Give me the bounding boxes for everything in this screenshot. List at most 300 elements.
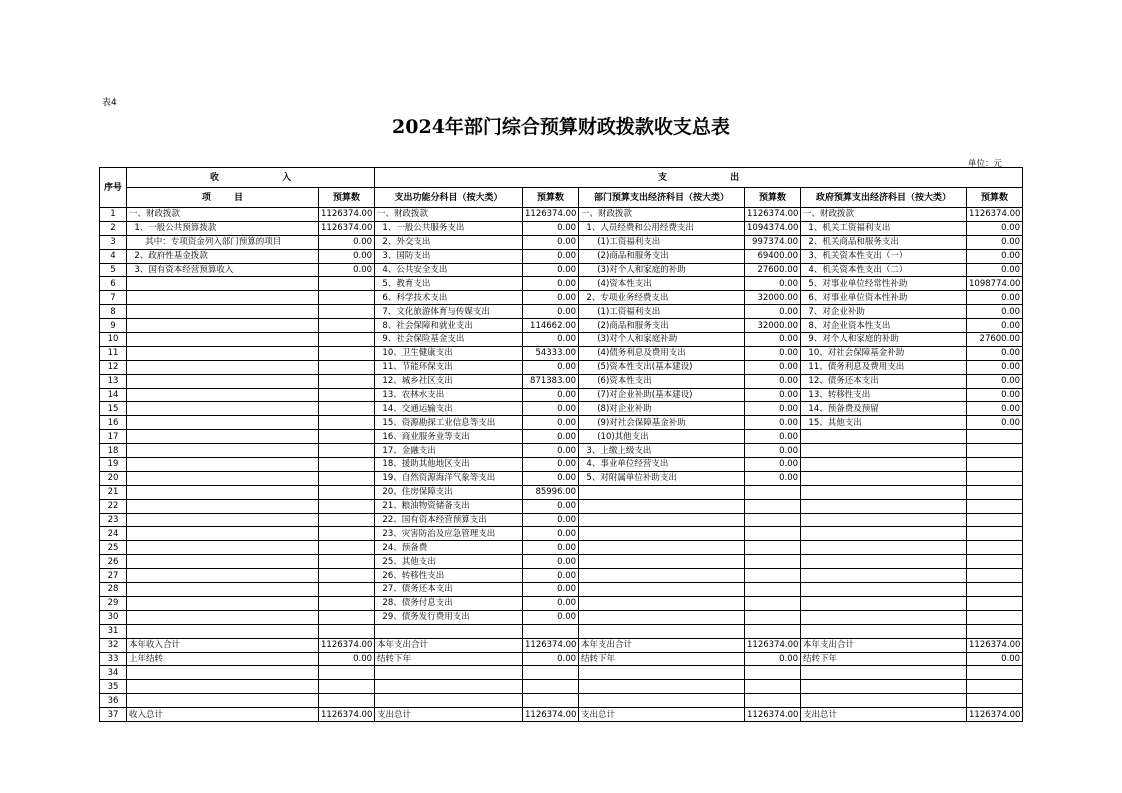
func-subject-cell: 5、教育支出 xyxy=(375,277,523,291)
dept-econ-subject-cell xyxy=(579,694,745,708)
seq-cell: 14 xyxy=(100,388,127,402)
dept-budget-cell: 1126374.00 xyxy=(745,638,801,652)
gov-econ-subject-cell xyxy=(801,680,967,694)
income-budget-cell: 0.00 xyxy=(319,249,375,263)
table-row xyxy=(100,471,1023,485)
func-budget-cell: 114662.00 xyxy=(523,319,579,333)
dept-budget-cell: 0.00 xyxy=(745,471,801,485)
func-budget-cell xyxy=(523,624,579,638)
gov-budget-cell: 0.00 xyxy=(967,249,1023,263)
income-item-cell xyxy=(127,360,319,374)
gov-budget-cell: 0.00 xyxy=(967,221,1023,235)
dept-budget-cell: 0.00 xyxy=(745,360,801,374)
func-subject-cell: 13、农林水支出 xyxy=(375,388,523,402)
income-budget-cell: 0.00 xyxy=(319,235,375,249)
gov-econ-subject-cell: 6、对事业单位资本性补助 xyxy=(801,291,967,305)
func-subject-cell: 10、卫生健康支出 xyxy=(375,346,523,360)
func-budget-cell: 0.00 xyxy=(523,388,579,402)
gov-econ-subject-cell xyxy=(801,444,967,458)
func-subject-cell: 4、公共安全支出 xyxy=(375,263,523,277)
seq-cell: 3 xyxy=(100,235,127,249)
gov-budget-cell xyxy=(967,610,1023,624)
func-subject-cell: 1、一般公共服务支出 xyxy=(375,221,523,235)
dept-econ-subject-cell xyxy=(579,499,745,513)
func-budget-cell: 1126374.00 xyxy=(523,638,579,652)
func-budget-cell: 0.00 xyxy=(523,333,579,347)
seq-cell: 6 xyxy=(100,277,127,291)
func-budget-header: 预算数 xyxy=(523,188,579,208)
seq-cell: 26 xyxy=(100,555,127,569)
gov-econ-subject-cell: 12、债务还本支出 xyxy=(801,374,967,388)
func-subject-cell: 8、社会保障和就业支出 xyxy=(375,319,523,333)
gov-budget-cell xyxy=(967,499,1023,513)
table-row xyxy=(100,638,1023,652)
func-budget-cell: 0.00 xyxy=(523,610,579,624)
gov-budget-cell xyxy=(967,624,1023,638)
dept-budget-cell xyxy=(745,569,801,583)
gov-econ-subject-cell xyxy=(801,458,967,472)
func-budget-cell: 0.00 xyxy=(523,444,579,458)
gov-econ-subject-cell: 本年支出合计 xyxy=(801,638,967,652)
seq-cell: 31 xyxy=(100,624,127,638)
gov-econ-subject-cell: 11、债务利息及费用支出 xyxy=(801,360,967,374)
func-budget-cell: 0.00 xyxy=(523,513,579,527)
income-item-cell xyxy=(127,291,319,305)
table-row xyxy=(100,596,1023,610)
func-subject-cell: 本年支出合计 xyxy=(375,638,523,652)
func-subject-cell: 26、转移性支出 xyxy=(375,569,523,583)
gov-econ-subject-cell: 2、机关商品和服务支出 xyxy=(801,235,967,249)
dept-budget-cell: 0.00 xyxy=(745,388,801,402)
table-row xyxy=(100,402,1023,416)
gov-budget-cell: 1098774.00 xyxy=(967,277,1023,291)
income-item-cell xyxy=(127,319,319,333)
gov-econ-subject-cell xyxy=(801,485,967,499)
dept-budget-cell xyxy=(745,583,801,597)
func-budget-cell xyxy=(523,680,579,694)
income-header: 收 入 xyxy=(127,168,375,188)
dept-budget-cell xyxy=(745,513,801,527)
gov-budget-cell: 27600.00 xyxy=(967,333,1023,347)
gov-budget-cell xyxy=(967,694,1023,708)
dept-budget-cell xyxy=(745,680,801,694)
dept-econ-subject-cell xyxy=(579,583,745,597)
func-subject-cell: 16、商业服务业等支出 xyxy=(375,430,523,444)
income-item-cell xyxy=(127,444,319,458)
func-subject-header: 支出功能分科目（按大类） xyxy=(375,188,523,208)
income-budget-cell xyxy=(319,333,375,347)
func-subject-cell: 28、债务付息支出 xyxy=(375,596,523,610)
page-title: 2024年部门综合预算财政拨款收支总表 xyxy=(392,116,730,138)
income-budget-cell: 0.00 xyxy=(319,263,375,277)
gov-budget-cell: 0.00 xyxy=(967,388,1023,402)
dept-budget-cell: 32000.00 xyxy=(745,291,801,305)
income-budget-cell xyxy=(319,583,375,597)
income-item-cell xyxy=(127,471,319,485)
func-subject-cell: 结转下年 xyxy=(375,652,523,666)
seq-cell: 21 xyxy=(100,485,127,499)
seq-cell: 33 xyxy=(100,652,127,666)
gov-budget-cell: 0.00 xyxy=(967,402,1023,416)
seq-cell: 16 xyxy=(100,416,127,430)
dept-econ-subject-cell xyxy=(579,680,745,694)
income-budget-cell xyxy=(319,471,375,485)
gov-econ-subject-cell: 一、财政拨款 xyxy=(801,208,967,222)
table-row xyxy=(100,499,1023,513)
dept-budget-cell: 32000.00 xyxy=(745,319,801,333)
dept-econ-subject-cell: (10)其他支出 xyxy=(579,430,745,444)
dept-budget-cell: 0.00 xyxy=(745,346,801,360)
dept-budget-cell: 0.00 xyxy=(745,305,801,319)
dept-econ-subject-cell xyxy=(579,624,745,638)
income-item-cell xyxy=(127,610,319,624)
dept-econ-subject-cell xyxy=(579,541,745,555)
dept-econ-subject-cell xyxy=(579,513,745,527)
gov-budget-cell xyxy=(967,485,1023,499)
func-subject-cell: 15、资源勘探工业信息等支出 xyxy=(375,416,523,430)
dept-econ-subject-cell xyxy=(579,569,745,583)
income-budget-cell xyxy=(319,694,375,708)
income-item-cell xyxy=(127,513,319,527)
gov-econ-subject-cell xyxy=(801,583,967,597)
seq-cell: 32 xyxy=(100,638,127,652)
income-item-cell xyxy=(127,527,319,541)
table-row xyxy=(100,374,1023,388)
func-budget-cell: 0.00 xyxy=(523,402,579,416)
table-row xyxy=(100,249,1023,263)
income-item-cell xyxy=(127,499,319,513)
dept-econ-subject-cell: (5)资本性支出(基本建设) xyxy=(579,360,745,374)
func-budget-cell: 0.00 xyxy=(523,527,579,541)
dept-econ-subject-cell: (4)资本性支出 xyxy=(579,277,745,291)
dept-budget-cell: 0.00 xyxy=(745,402,801,416)
income-item-cell: 1、一般公共预算拨款 xyxy=(127,221,319,235)
gov-budget-cell xyxy=(967,444,1023,458)
func-budget-cell: 0.00 xyxy=(523,221,579,235)
func-subject-cell: 29、债务发行费用支出 xyxy=(375,610,523,624)
gov-econ-subject-header: 政府预算支出经济科目（按大类） xyxy=(801,188,967,208)
func-budget-cell: 0.00 xyxy=(523,499,579,513)
seq-cell: 34 xyxy=(100,666,127,680)
func-budget-cell: 0.00 xyxy=(523,596,579,610)
gov-econ-subject-cell xyxy=(801,513,967,527)
income-budget-cell xyxy=(319,444,375,458)
income-budget-cell xyxy=(319,485,375,499)
gov-econ-subject-cell xyxy=(801,569,967,583)
dept-budget-cell xyxy=(745,610,801,624)
dept-econ-subject-cell: 4、事业单位经营支出 xyxy=(579,458,745,472)
func-subject-cell: 18、援助其他地区支出 xyxy=(375,458,523,472)
income-budget-cell xyxy=(319,666,375,680)
gov-econ-subject-cell: 支出总计 xyxy=(801,708,967,722)
income-item-cell: 2、政府性基金拨款 xyxy=(127,249,319,263)
income-budget-cell xyxy=(319,596,375,610)
income-budget-cell xyxy=(319,430,375,444)
func-budget-cell: 0.00 xyxy=(523,471,579,485)
gov-budget-cell xyxy=(967,680,1023,694)
income-item-cell: 3、国有资本经营预算收入 xyxy=(127,263,319,277)
table-number-label: 表4 xyxy=(102,98,117,108)
func-subject-cell xyxy=(375,666,523,680)
func-subject-cell: 7、文化旅游体育与传媒支出 xyxy=(375,305,523,319)
dept-budget-cell: 0.00 xyxy=(745,416,801,430)
income-item-cell xyxy=(127,458,319,472)
gov-budget-cell xyxy=(967,541,1023,555)
seq-cell: 1 xyxy=(100,208,127,222)
seq-cell: 30 xyxy=(100,610,127,624)
dept-econ-subject-cell: 5、对附属单位补助支出 xyxy=(579,471,745,485)
func-subject-cell: 11、节能环保支出 xyxy=(375,360,523,374)
gov-budget-cell xyxy=(967,430,1023,444)
table-row xyxy=(100,569,1023,583)
gov-budget-cell: 0.00 xyxy=(967,235,1023,249)
func-subject-cell: 支出总计 xyxy=(375,708,523,722)
gov-budget-cell: 0.00 xyxy=(967,360,1023,374)
income-budget-cell xyxy=(319,555,375,569)
income-budget-cell xyxy=(319,680,375,694)
income-budget-cell: 1126374.00 xyxy=(319,638,375,652)
dept-budget-cell xyxy=(745,624,801,638)
func-subject-cell: 3、国防支出 xyxy=(375,249,523,263)
dept-econ-subject-cell xyxy=(579,485,745,499)
func-subject-cell: 14、交通运输支出 xyxy=(375,402,523,416)
func-budget-cell: 0.00 xyxy=(523,249,579,263)
func-budget-cell: 0.00 xyxy=(523,235,579,249)
income-item-cell xyxy=(127,624,319,638)
dept-econ-subject-cell: 1、人员经费和公用经费支出 xyxy=(579,221,745,235)
gov-econ-subject-cell xyxy=(801,527,967,541)
dept-econ-subject-cell: 本年支出合计 xyxy=(579,638,745,652)
dept-budget-cell: 1126374.00 xyxy=(745,208,801,222)
func-subject-cell: 27、债务还本支出 xyxy=(375,583,523,597)
dept-econ-subject-cell xyxy=(579,666,745,680)
gov-econ-subject-cell: 8、对企业资本性支出 xyxy=(801,319,967,333)
gov-econ-subject-cell: 10、对社会保障基金补助 xyxy=(801,346,967,360)
func-subject-cell: 9、社会保险基金支出 xyxy=(375,333,523,347)
gov-econ-subject-cell: 7、对企业补助 xyxy=(801,305,967,319)
table-row xyxy=(100,388,1023,402)
func-budget-cell xyxy=(523,666,579,680)
dept-econ-subject-cell: (2)商品和服务支出 xyxy=(579,249,745,263)
budget-summary-table xyxy=(99,167,1023,722)
seq-cell: 23 xyxy=(100,513,127,527)
table-row xyxy=(100,458,1023,472)
seq-cell: 18 xyxy=(100,444,127,458)
dept-econ-subject-cell: (4)债务利息及费用支出 xyxy=(579,346,745,360)
dept-budget-cell: 27600.00 xyxy=(745,263,801,277)
dept-budget-cell: 0.00 xyxy=(745,458,801,472)
func-subject-cell: 2、外交支出 xyxy=(375,235,523,249)
dept-econ-subject-cell: 支出总计 xyxy=(579,708,745,722)
dept-econ-subject-cell: (3)对个人和家庭补助 xyxy=(579,333,745,347)
gov-econ-subject-cell xyxy=(801,596,967,610)
income-budget-cell xyxy=(319,277,375,291)
func-budget-cell: 1126374.00 xyxy=(523,708,579,722)
seq-cell: 2 xyxy=(100,221,127,235)
func-budget-cell: 0.00 xyxy=(523,652,579,666)
income-budget-cell xyxy=(319,569,375,583)
seq-cell: 25 xyxy=(100,541,127,555)
income-item-cell xyxy=(127,485,319,499)
table-body xyxy=(100,208,1023,722)
gov-budget-cell xyxy=(967,458,1023,472)
income-budget-cell: 0.00 xyxy=(319,652,375,666)
dept-econ-subject-cell: 结转下年 xyxy=(579,652,745,666)
income-budget-cell xyxy=(319,402,375,416)
table-row xyxy=(100,430,1023,444)
gov-budget-cell xyxy=(967,513,1023,527)
gov-budget-cell xyxy=(967,527,1023,541)
func-subject-cell xyxy=(375,624,523,638)
income-item-cell xyxy=(127,583,319,597)
seq-cell: 36 xyxy=(100,694,127,708)
table-row xyxy=(100,485,1023,499)
seq-cell: 35 xyxy=(100,680,127,694)
income-item-cell xyxy=(127,541,319,555)
dept-econ-subject-cell xyxy=(579,596,745,610)
income-budget-cell xyxy=(319,416,375,430)
table-row xyxy=(100,235,1023,249)
income-budget-cell xyxy=(319,513,375,527)
table-row xyxy=(100,541,1023,555)
gov-budget-cell: 1126374.00 xyxy=(967,208,1023,222)
seq-header: 序号 xyxy=(100,168,127,208)
income-budget-cell xyxy=(319,360,375,374)
gov-budget-cell: 0.00 xyxy=(967,416,1023,430)
gov-econ-subject-cell: 4、机关资本性支出（二） xyxy=(801,263,967,277)
income-item-cell xyxy=(127,305,319,319)
income-item-cell: 收入总计 xyxy=(127,708,319,722)
gov-econ-subject-cell: 3、机关资本性支出（一） xyxy=(801,249,967,263)
gov-econ-subject-cell xyxy=(801,541,967,555)
item-header: 项 目 xyxy=(127,188,319,208)
gov-econ-subject-cell xyxy=(801,499,967,513)
seq-cell: 17 xyxy=(100,430,127,444)
seq-cell: 19 xyxy=(100,458,127,472)
seq-cell: 10 xyxy=(100,333,127,347)
income-item-cell: 其中：专项资金列入部门预算的项目 xyxy=(127,235,319,249)
dept-econ-subject-cell: (9)对社会保障基金补助 xyxy=(579,416,745,430)
income-item-cell xyxy=(127,277,319,291)
func-budget-cell: 0.00 xyxy=(523,277,579,291)
income-item-cell xyxy=(127,555,319,569)
table-row xyxy=(100,583,1023,597)
func-subject-cell: 25、其他支出 xyxy=(375,555,523,569)
dept-econ-subject-cell: 2、专项业务经费支出 xyxy=(579,291,745,305)
func-budget-cell: 0.00 xyxy=(523,360,579,374)
dept-budget-cell xyxy=(745,527,801,541)
gov-budget-cell: 0.00 xyxy=(967,305,1023,319)
dept-budget-cell xyxy=(745,666,801,680)
table-row xyxy=(100,666,1023,680)
dept-econ-subject-cell: (1)工资福利支出 xyxy=(579,235,745,249)
table-row xyxy=(100,221,1023,235)
income-budget-cell xyxy=(319,624,375,638)
income-budget-cell: 1126374.00 xyxy=(319,708,375,722)
dept-econ-subject-cell xyxy=(579,555,745,569)
unit-label: 单位：元 xyxy=(968,159,1003,169)
dept-econ-subject-cell xyxy=(579,527,745,541)
dept-econ-subject-cell: 一、财政拨款 xyxy=(579,208,745,222)
dept-econ-subject-cell: (3)对个人和家庭的补助 xyxy=(579,263,745,277)
seq-cell: 29 xyxy=(100,596,127,610)
func-subject-cell: 6、科学技术支出 xyxy=(375,291,523,305)
func-subject-cell: 17、金融支出 xyxy=(375,444,523,458)
income-item-cell xyxy=(127,694,319,708)
func-budget-cell xyxy=(523,694,579,708)
income-item-cell xyxy=(127,416,319,430)
func-budget-cell: 0.00 xyxy=(523,458,579,472)
gov-budget-cell: 0.00 xyxy=(967,263,1023,277)
table-row xyxy=(100,694,1023,708)
gov-budget-cell: 0.00 xyxy=(967,291,1023,305)
dept-econ-subject-cell: (7)对企业补助(基本建设) xyxy=(579,388,745,402)
dept-econ-subject-cell xyxy=(579,610,745,624)
dept-budget-cell: 997374.00 xyxy=(745,235,801,249)
table-row xyxy=(100,680,1023,694)
seq-cell: 12 xyxy=(100,360,127,374)
dept-budget-cell: 0.00 xyxy=(745,333,801,347)
func-subject-cell: 24、预备费 xyxy=(375,541,523,555)
gov-econ-subject-cell xyxy=(801,624,967,638)
gov-budget-cell xyxy=(967,569,1023,583)
income-budget-cell xyxy=(319,305,375,319)
func-budget-cell: 54333.00 xyxy=(523,346,579,360)
func-budget-cell: 1126374.00 xyxy=(523,208,579,222)
gov-econ-subject-cell xyxy=(801,666,967,680)
seq-cell: 7 xyxy=(100,291,127,305)
income-item-cell xyxy=(127,680,319,694)
dept-budget-cell xyxy=(745,485,801,499)
table-row xyxy=(100,555,1023,569)
gov-budget-cell: 1126374.00 xyxy=(967,708,1023,722)
income-item-cell xyxy=(127,346,319,360)
table-row xyxy=(100,444,1023,458)
gov-econ-subject-cell xyxy=(801,471,967,485)
dept-econ-subject-cell: (8)对企业补助 xyxy=(579,402,745,416)
table-row xyxy=(100,416,1023,430)
func-budget-cell: 0.00 xyxy=(523,263,579,277)
table-row xyxy=(100,360,1023,374)
table-row xyxy=(100,513,1023,527)
income-item-cell: 一、财政拨款 xyxy=(127,208,319,222)
gov-econ-subject-cell xyxy=(801,694,967,708)
table-row xyxy=(100,333,1023,347)
table-row xyxy=(100,305,1023,319)
seq-cell: 15 xyxy=(100,402,127,416)
table-row xyxy=(100,652,1023,666)
func-subject-cell: 20、住房保障支出 xyxy=(375,485,523,499)
gov-econ-subject-cell: 13、转移性支出 xyxy=(801,388,967,402)
func-subject-cell: 19、自然资源海洋气象等支出 xyxy=(375,471,523,485)
table-row xyxy=(100,346,1023,360)
dept-budget-cell: 0.00 xyxy=(745,374,801,388)
income-item-cell xyxy=(127,430,319,444)
income-budget-cell xyxy=(319,374,375,388)
gov-budget-cell xyxy=(967,555,1023,569)
seq-cell: 22 xyxy=(100,499,127,513)
func-budget-cell: 0.00 xyxy=(523,541,579,555)
table-row xyxy=(100,527,1023,541)
func-budget-cell: 85996.00 xyxy=(523,485,579,499)
gov-econ-subject-cell: 5、对事业单位经常性补助 xyxy=(801,277,967,291)
table-row xyxy=(100,208,1023,222)
dept-econ-subject-cell: 3、上缴上级支出 xyxy=(579,444,745,458)
func-budget-cell: 871383.00 xyxy=(523,374,579,388)
dept-econ-subject-cell: (1)工资福利支出 xyxy=(579,305,745,319)
func-subject-cell xyxy=(375,694,523,708)
income-item-cell: 本年收入合计 xyxy=(127,638,319,652)
